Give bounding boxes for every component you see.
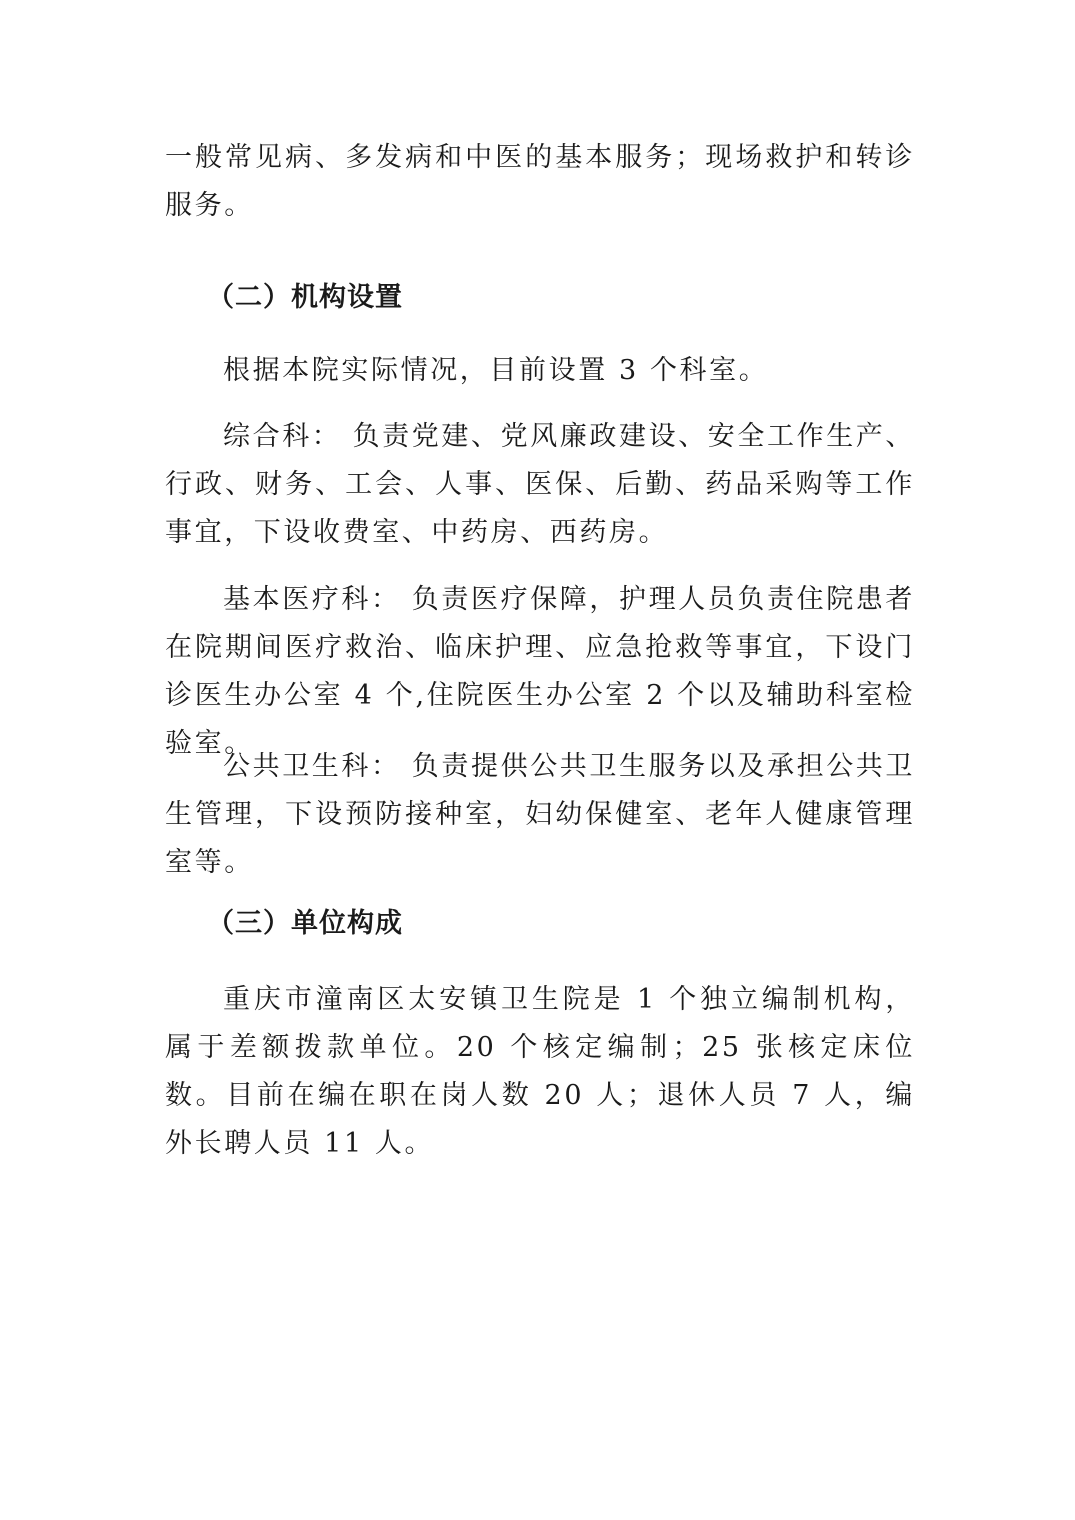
- section-heading-composition: （三）单位构成: [207, 908, 403, 939]
- paragraph-service-scope: 一般常见病、多发病和中医的基本服务；现场救护和转诊服务。: [165, 142, 915, 221]
- paragraph-departments-intro: 根据本院实际情况，目前设置 3 个科室。: [223, 355, 769, 386]
- paragraph-dept-public-health: 公共卫生科： 负责提供公共卫生服务以及承担公共卫生管理，下设预防接种室，妇幼保健室、老年人健康管理室等。: [165, 751, 915, 878]
- paragraph-dept-medical: 基本医疗科： 负责医疗保障，护理人员负责住院患者在院期间医疗救治、临床护理、应急抢救等事宜，下设门诊医生办公室 4 个,住院医生办公室 2 个以及辅助科室检验室。: [165, 584, 915, 759]
- section-heading-organization: （二）机构设置: [207, 282, 403, 313]
- paragraph-dept-general: 综合科： 负责党建、党风廉政建设、安全工作生产、行政、财务、工会、人事、医保、后勤、药品采购等工作事宜，下设收费室、中药房、西药房。: [165, 421, 915, 548]
- paragraph-unit-composition: 重庆市潼南区太安镇卫生院是 1 个独立编制机构，属于差额拨款单位。20 个核定编制；25 张核定床位数。目前在编在职在岗人数 20 人；退休人员 7 人，编外长聘人员 11 人。: [165, 984, 915, 1159]
